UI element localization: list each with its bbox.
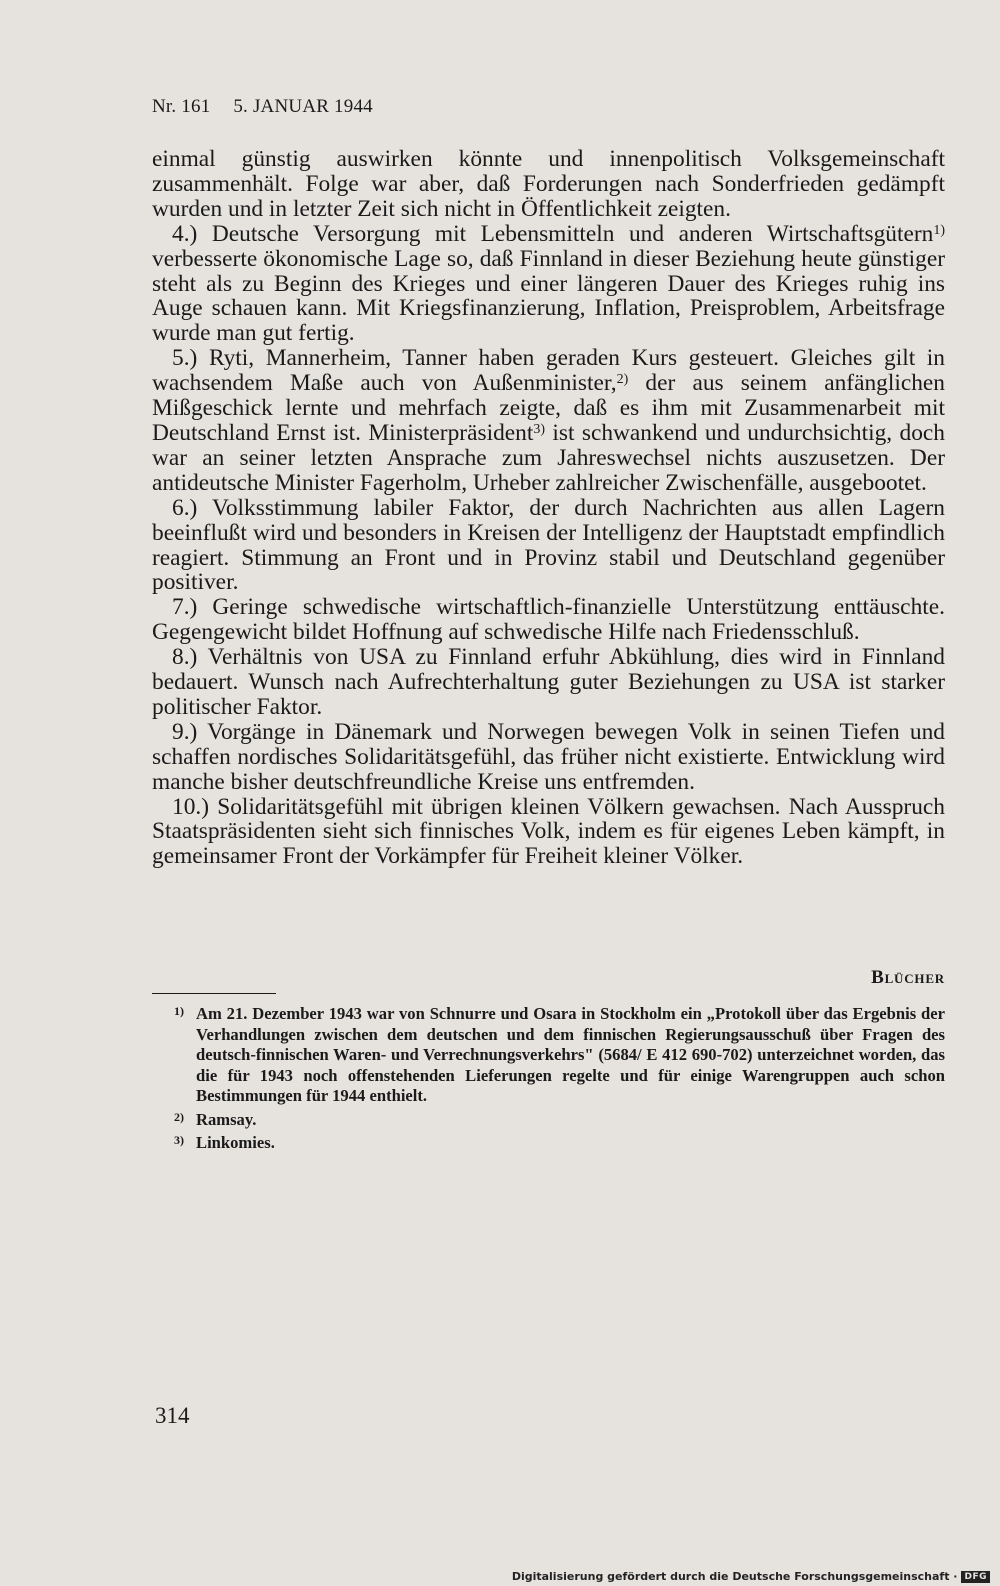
paragraph-text: 5.) Ryti, Mannerheim, Tanner haben geraden Kurs gesteuert. Gleiches gilt in wachsendem Maße auch von Außenminister,: [152, 345, 945, 397]
document-number: Nr. 161: [152, 96, 211, 117]
digitization-credit: [512, 1570, 990, 1583]
footnote-text: Linkomies.: [196, 1133, 275, 1152]
footnote-3: [174, 1133, 945, 1154]
footnote-divider: [152, 993, 276, 994]
body-text: [152, 147, 945, 869]
footnote-1: [174, 1004, 945, 1107]
footnotes: [174, 1004, 945, 1157]
paragraph-text: ist schwankend und undurchsichtig, doch war an seiner letzten Ansprache zum Jahreswechsel nichts auszusetzen. Der antideutsche Minister Fagerholm, Urheber zahlreicher Zwischenfälle, ausgebootet.: [152, 419, 945, 496]
paragraph-continuation: einmal günstig auswirken könnte und innenpolitisch Volksgemeinschaft zusammenhält. Folge war aber, daß Forderungen nach Sonderfrieden gedämpft wurden und in letzter Zeit sich nicht in Öffentlichkeit zeigten.: [152, 146, 945, 222]
signature: Blücher: [871, 967, 945, 988]
footnote-text: Am 21. Dezember 1943 war von Schnurre und Osara in Stockholm ein „Protokoll über das Ergebnis der Verhandlungen zwischen dem deutschen und dem finnischen Regierungsausschuß über Fragen des deutsch-finnischen Waren- und Verrechnungsverkehrs" (5684/ E 412 690-702) unterzeichnet worden, das die für 1943 noch offenstehenden Lieferungen regelte und für einige Warengruppen auch schon Bestimmungen für 1944 enthielt.: [196, 1004, 945, 1105]
paragraph-point-9: 9.) Vorgänge in Dänemark und Norwegen bewegen Volk in seinen Tiefen und schaffen nordisches Solidaritätsgefühl, das früher nicht existierte. Entwicklung wird manche bisher deutschfreundliche Kreise uns entfremden.: [152, 718, 945, 795]
paragraph-point-8: 8.) Verhältnis von USA zu Finnland erfuhr Abkühlung, dies wird in Finnland bedauert. Wunsch nach Aufrechterhaltung guter Beziehungen zu USA ist starker politischer Faktor.: [152, 644, 945, 720]
footnote-ref-1[interactable]: 1): [933, 222, 945, 238]
paragraph-point-7: 7.) Geringe schwedische wirtschaftlich-finanzielle Unterstützung enttäuschte. Gegengewicht bildet Hoffnung auf schwedische Hilfe nach Friedensschluß.: [152, 594, 945, 646]
paragraph-point-10: 10.) Solidaritätsgefühl mit übrigen kleinen Völkern gewachsen. Nach Ausspruch Staatspräsidenten sieht sich finnisches Volk, indem es für eigenes Leben kämpft, in gemeinsamer Front der Vorkämpfer für Freiheit kleiner Völker.: [152, 793, 945, 870]
paragraph-text: der aus seinem anfänglichen Mißgeschick lernte und mehrfach zeigte, daß es ihm mit Zusammenarbeit mit Deutschland Ernst ist. Ministerpräsident: [152, 370, 945, 446]
footnote-ref-3[interactable]: 3): [533, 421, 546, 437]
paragraph-point-6: 6.) Volksstimmung labiler Faktor, der durch Nachrichten aus allen Lagern beeinflußt wird und besonders in Kreisen der Intelligenz der Hauptstadt empfindlich reagiert. Stimmung an Front und in Provinz stabil und Deutschland gegenüber positiver.: [152, 494, 945, 596]
paragraph-text: verbesserte ökonomische Lage so, daß Finnland in dieser Beziehung heute günstiger steht als zu Beginn des Krieges und einer längeren Dauer des Krieges ruhig ins Auge schauen kann. Mit Kriegsfinanzierung, Inflation, Preisproblem, Arbeitsfrage wurde man gut fertig.: [152, 245, 945, 347]
footnote-mark: 1): [174, 1004, 184, 1018]
paragraph-point-5: [152, 346, 945, 495]
paragraph-point-4: [152, 222, 945, 347]
footnote-ref-2[interactable]: 2): [616, 372, 629, 388]
footnote-mark: 2): [174, 1109, 184, 1124]
page-number: 314: [155, 1403, 190, 1428]
footnote-2: [174, 1110, 945, 1131]
footnote-text: Ramsay.: [196, 1109, 257, 1129]
footnote-mark: 3): [174, 1133, 184, 1147]
running-head: [152, 96, 391, 118]
document-date: 5. JANUAR 1944: [233, 96, 373, 117]
dfg-logo-icon: DFG: [961, 1571, 990, 1583]
paragraph-text: 4.) Deutsche Versorgung mit Lebensmitteln und anderen Wirtschaftsgütern: [172, 220, 934, 247]
credit-text: Digitalisierung gefördert durch die Deutsche Forschungsgemeinschaft ·: [511, 1570, 958, 1583]
